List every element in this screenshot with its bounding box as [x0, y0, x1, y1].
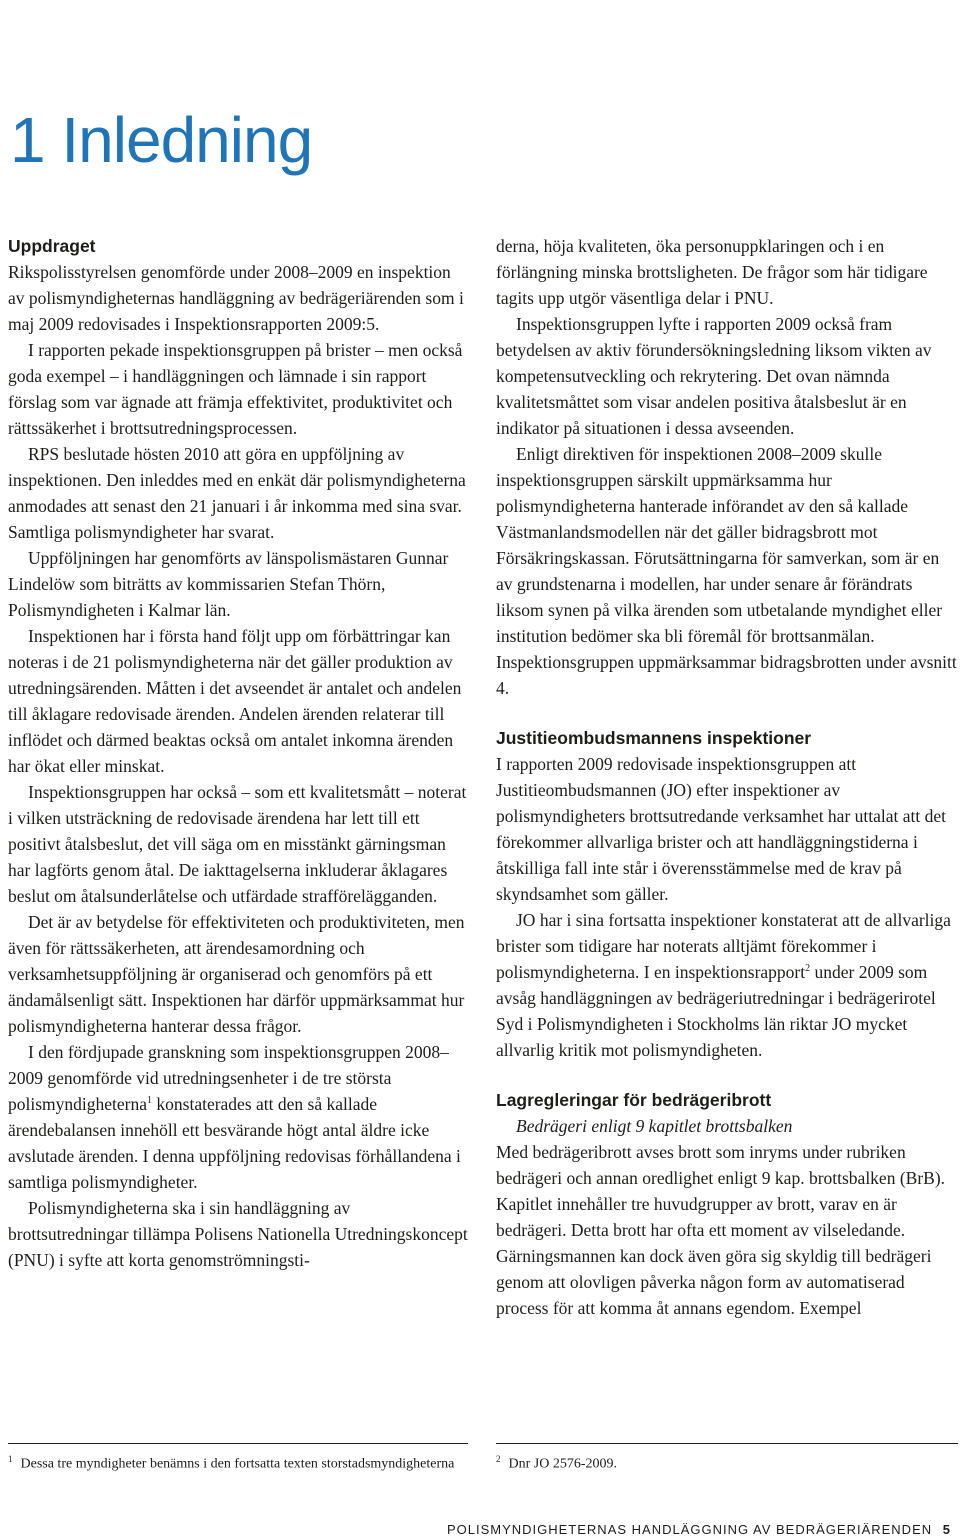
- paragraph-with-footnote: [496, 907, 958, 1063]
- paragraph-text: konstaterades att den så kallade ärendebalansen innehöll ett besvärande högt antal äldre icke avslutade ärenden. I denna uppföljning redovisas förhållandena i samtliga polismyndigheter.: [8, 1094, 461, 1192]
- footnote-text: Dnr JO 2576-2009.: [508, 1456, 617, 1472]
- paragraph: Med bedrägeribrott avses brott som inryms under rubriken bedrägeri och annan oredlighet enligt 9 kap. brottsbalken (BrB). Kapitlet innehåller tre huvudgrupper av brott, varav en är bedrägeri. Detta brott har ofta ett moment av vilseledande. Gärningsmannen kan dock även göra sig skyldig till bedrägeri genom att olovligen påverka någon form av automatiserad process för att komma åt annans egendom. Exempel: [496, 1142, 946, 1318]
- paragraph: Det är av betydelse för effektiviteten och produktiviteten, men även för rättssäkerheten, att ärendesamordning och verksamhetsuppföljning är organiserad och genomförs på ett ändamålsenligt sätt. Inspektionen har därför uppmärksammat hur polismyndigheterna hanterar dessa frågor.: [8, 912, 465, 1036]
- footnote-divider: [496, 1443, 958, 1444]
- running-title: POLISMYNDIGHETERNAS HANDLÄGGNING AV BEDRÄGERIÄRENDEN: [446, 1522, 933, 1537]
- footnote-number: 1: [8, 1454, 13, 1464]
- paragraph: RPS beslutade hösten 2010 att göra en uppföljning av inspektionen. Den inleddes med en enkät där polismyndigheterna anmodades att senast den 21 januari i år inkomma med sina svar. Samtliga polismyndigheter har svarat.: [8, 444, 466, 542]
- paragraph: Inspektionsgruppen lyfte i rapporten 2009 också fram betydelsen av aktiv förundersökningsledning liksom vikten av kompetensutveckling och rekrytering. Det ovan nämnda kvalitetsmåttet som visar andelen positiva åtalsbeslut är en indikator på situationen i dessa avseenden.: [496, 314, 932, 438]
- footnote-divider: [8, 1443, 468, 1444]
- paragraph: Polismyndigheterna ska i sin handläggning av brottsutredningar tillämpa Polisens Nationella Utredningskoncept (PNU) i syfte att korta genomströmningsti-: [8, 1198, 468, 1270]
- paragraph: Uppföljningen har genomförts av länspolismästaren Gunnar Lindelöw som biträtts av kommissarien Stefan Thörn, Polismyndigheten i Kalmar län.: [8, 548, 449, 620]
- paragraph: Inspektionsgruppen har också – som ett kvalitetsmått – noterat i vilken utsträckning de redovisade ärendena har lett till ett positivt åtalsbeslut, det vill säga om en misstänkt gärningsman har lagförts genom åtal. De iakttagelserna inkluderar åklagares beslut om åtalsunderlåtelse och utfärdade strafförelägganden.: [8, 782, 467, 906]
- right-column: [496, 233, 958, 1321]
- footnote-1: [8, 1449, 463, 1475]
- paragraph: I rapporten pekade inspektionsgruppen på brister – men också goda exempel – i handläggningen och lämnade i sin rapport förslag som var ägnade att främja effektivitet, produktivitet och rättssäkerhet i brottsutredningsprocessen.: [8, 340, 463, 438]
- paragraph: derna, höja kvaliteten, öka personuppklaringen och i en förlängning minska brottsligheten. De frågor som här tidigare tagits upp utgör väsentliga delar i PNU.: [496, 236, 928, 308]
- left-column: [8, 233, 468, 1273]
- paragraph: Inspektionen har i första hand följt upp om förbättringar kan noteras i de 21 polismyndigheterna när det gäller produktion av utredningsärenden. Måtten i det avseendet är antalet och andelen till åklagare redovisade ärenden. Andelen ärenden relaterar till inflödet och därmed beaktas också om antalet inkomna ärenden har ökat eller minskat.: [8, 626, 462, 776]
- footnote-ref: 2: [805, 963, 811, 975]
- page-number: 5: [942, 1522, 950, 1537]
- footnote-2: [496, 1449, 951, 1475]
- footnote-number: 2: [496, 1454, 501, 1464]
- section-heading-uppdraget: Uppdraget: [8, 236, 96, 256]
- section-heading-lagregleringar: Lagregleringar för bedrägeribrott: [496, 1090, 772, 1110]
- section-heading-jo: Justitieombudsmannens inspektioner: [496, 728, 812, 748]
- paragraph: Rikspolisstyrelsen genomförde under 2008–2009 en inspektion av polismyndigheternas handläggning av bedrägeriärenden som i maj 2009 redovisades i Inspektionsrapporten 2009:5.: [8, 262, 464, 334]
- paragraph-text: I den fördjupade granskning som inspektionsgruppen 2008–2009 genomförde vid utredningsenheter i de tre största polismyndigheterna: [8, 1042, 449, 1114]
- footnote-text: Dessa tre myndigheter benämns i den fortsatta texten storstadsmyndigheterna: [20, 1456, 455, 1472]
- footnote-ref: 1: [147, 1095, 153, 1107]
- page-footer: [447, 1522, 950, 1537]
- chapter-title: 1 Inledning: [10, 104, 313, 176]
- paragraph: Enligt direktiven för inspektionen 2008–2009 skulle inspektionsgruppen särskilt uppmärksamma hur polismyndigheterna hanterade införandet av den så kallade Västmanlandsmodellen när det gäller bidragsbrott mot Försäkringskassan. Förutsättningarna för samverkan, som är en av grundstenarna i modellen, har under senare år förändrats liksom synen på vilka ärenden som utbetalande myndighet eller institution bedömer ska bli föremål för brottsanmälan. Inspektionsgruppen uppmärksammar bidragsbrotten under avsnitt 4.: [496, 444, 957, 698]
- paragraph-text: JO har i sina fortsatta inspektioner konstaterat att de allvarliga brister som tidigare har noterats alltjämt förekommer i polismyndigheterna. I en inspektionsrapport: [496, 910, 951, 982]
- paragraph-with-footnote: [8, 1039, 468, 1195]
- subheading: Bedrägeri enligt 9 kapitlet brottsbalken: [516, 1116, 793, 1136]
- paragraph-text: under 2009 som avsåg handläggningen av bedrägeriutredningar i bedrägerirotel Syd i Polismyndigheten i Stockholms län riktar JO mycket allvarlig kritik mot polismyndigheten.: [496, 962, 936, 1060]
- paragraph: I rapporten 2009 redovisade inspektionsgruppen att Justitieombudsmannen (JO) efter inspektioner av polismyndigheters brottsutredande verksamhet har uttalat att det förekommer allvarliga brister och att handläggningstiderna i åtskilliga fall inte står i överensstämmelse med de krav på skyndsamhet som gäller.: [496, 754, 947, 904]
